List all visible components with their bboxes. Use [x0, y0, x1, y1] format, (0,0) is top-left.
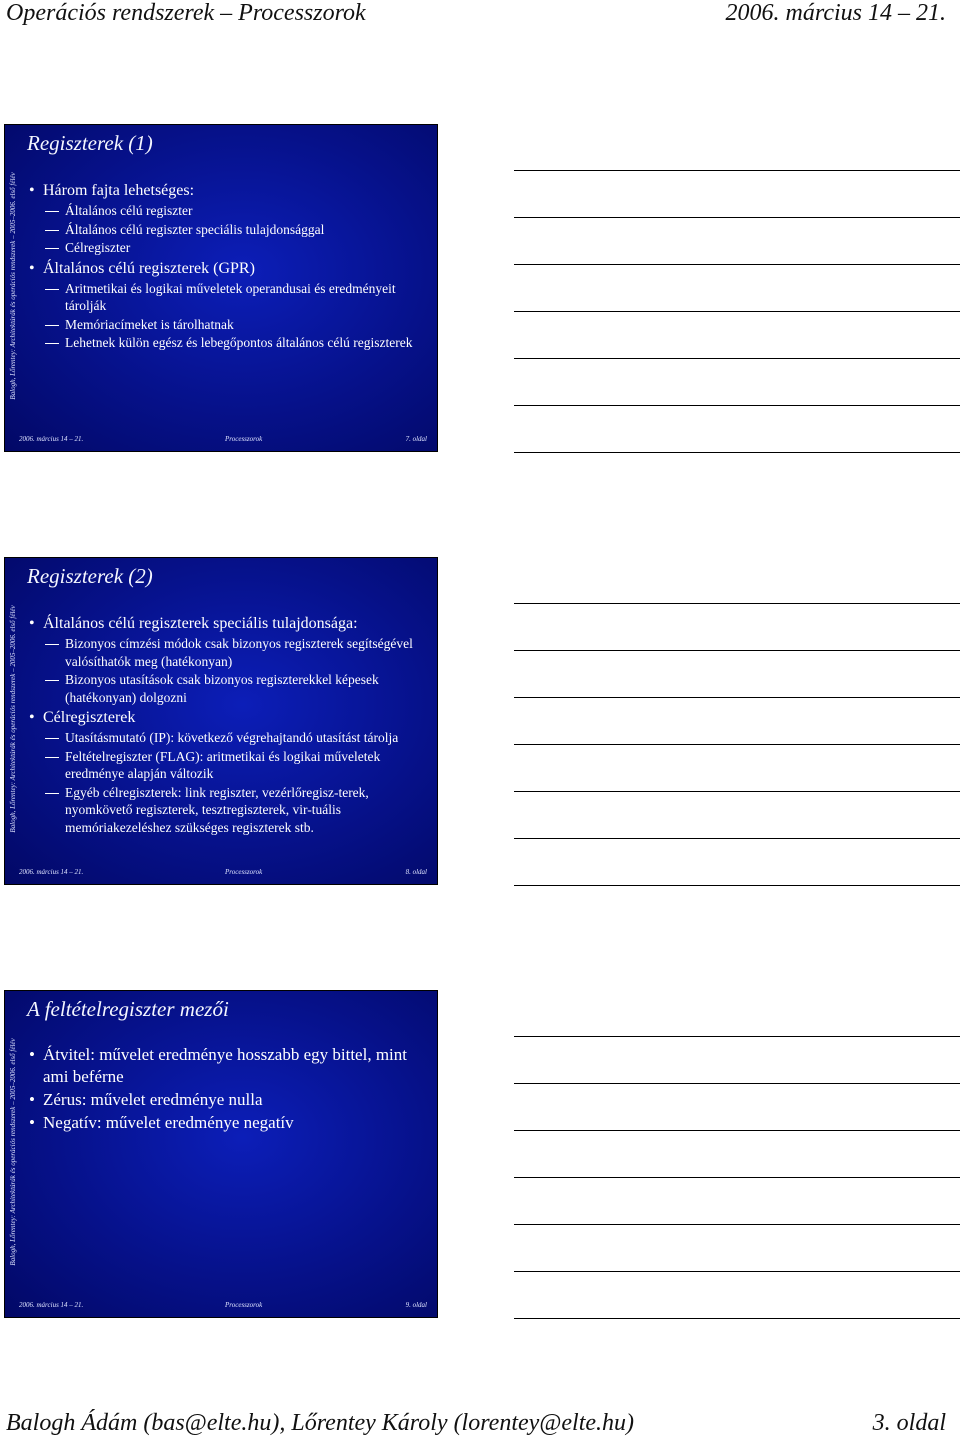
slide-content: [27, 179, 423, 352]
note-line: [514, 1318, 960, 1319]
slide-footer-title: Processzorok: [225, 435, 263, 443]
note-line: [514, 405, 960, 406]
notes-lines: [514, 603, 960, 932]
note-line: [514, 1130, 960, 1131]
slide-footer-date: 2006. március 14 – 21.: [19, 435, 84, 443]
notes-lines: [514, 1036, 960, 1365]
note-line: [514, 1271, 960, 1272]
document-title: Operációs rendszerek – Processzorok: [6, 0, 366, 26]
page-header: [0, 0, 960, 36]
sub-bullet-item: Lehetnek külön egész és lebegőpontos általános célú regiszterek: [27, 334, 423, 352]
page-footer: [0, 1410, 960, 1446]
note-line: [514, 791, 960, 792]
note-line: [514, 311, 960, 312]
note-line: [514, 1036, 960, 1037]
note-line: [514, 217, 960, 218]
sub-bullet-item: Általános célú regiszter: [27, 202, 423, 220]
slide-footer-page: 9. oldal: [405, 1301, 427, 1309]
sub-bullet-item: Aritmetikai és logikai műveletek operandusai és eredményeit tárolják: [27, 280, 423, 315]
note-line: [514, 1224, 960, 1225]
note-line: [514, 264, 960, 265]
bullet-item: • Negatív: művelet eredménye negatív: [27, 1112, 423, 1134]
slide-content: [27, 612, 423, 836]
bullet-item: • Átvitel: művelet eredménye hosszabb egy bittel, mint ami beférne: [27, 1044, 423, 1088]
slide-footer-date: 2006. március 14 – 21.: [19, 1301, 84, 1309]
note-line: [514, 838, 960, 839]
slide-footer-page: 7. oldal: [405, 435, 427, 443]
note-line: [514, 1083, 960, 1084]
sub-bullet-item: Egyéb célregiszterek: link regiszter, vezérlőregisz-terek, nyomkövető regiszterek, tesztregiszterek, vir-tuális memóriakezeléshez szükséges regiszterek stb.: [27, 784, 423, 837]
bullet-item: • Célregiszterek: [27, 708, 423, 728]
note-line: [514, 452, 960, 453]
bullet-item: • Általános célú regiszterek speciális tulajdonsága:: [27, 614, 423, 634]
note-line: [514, 603, 960, 604]
slide-footer-page: 8. oldal: [405, 868, 427, 876]
slide-footer-date: 2006. március 14 – 21.: [19, 868, 84, 876]
slide-8: [4, 557, 438, 885]
note-line: [514, 885, 960, 886]
note-line: [514, 1177, 960, 1178]
bullet-item: • Zérus: művelet eredménye nulla: [27, 1089, 423, 1111]
authors: Balogh Ádám (bas@elte.hu), Lőrentey Károly (lorentey@elte.hu): [6, 1410, 635, 1436]
sub-bullet-item: Célregiszter: [27, 239, 423, 257]
sub-bullet-item: Bizonyos címzési módok csak bizonyos regiszterek segítségével valósíthatók meg (hatékonyan): [27, 635, 423, 670]
notes-lines: [514, 170, 960, 499]
bullet-item: • Három fajta lehetséges:: [27, 181, 423, 201]
slide-footer-title: Processzorok: [225, 1301, 263, 1309]
slide-side-credit: Balogh, Lőrentey: Architektúrák és operációs rendszerek – 2005–2006. első félév: [9, 605, 17, 833]
slide-footer-title: Processzorok: [225, 868, 263, 876]
note-line: [514, 170, 960, 171]
slide-footer: [15, 435, 431, 445]
slide-9: [4, 990, 438, 1318]
sub-bullet-item: Bizonyos utasítások csak bizonyos regiszterekkel képesek (hatékonyan) dolgozni: [27, 671, 423, 706]
slide-title: Regiszterek (2): [27, 564, 153, 588]
slide-title: A feltételregiszter mezői: [27, 997, 229, 1021]
document-date: 2006. március 14 – 21.: [725, 0, 946, 26]
slide-content: [27, 1043, 423, 1134]
sub-bullet-item: Általános célú regiszter speciális tulajdonsággal: [27, 221, 423, 239]
slide-side-credit: Balogh, Lőrentey: Architektúrák és operációs rendszerek – 2005–2006. első félév: [9, 1038, 17, 1266]
sub-bullet-item: Utasításmutató (IP): következő végrehajtandó utasítást tárolja: [27, 729, 423, 747]
note-line: [514, 650, 960, 651]
slide-7: [4, 124, 438, 452]
sub-bullet-item: Feltételregiszter (FLAG): aritmetikai és logikai műveletek eredménye alapján változik: [27, 748, 423, 783]
note-line: [514, 697, 960, 698]
note-line: [514, 358, 960, 359]
slide-side-credit: Balogh, Lőrentey: Architektúrák és operációs rendszerek – 2005–2006. első félév: [9, 172, 17, 400]
note-line: [514, 744, 960, 745]
sub-bullet-item: Memóriacímeket is tárolhatnak: [27, 316, 423, 334]
bullet-item: • Általános célú regiszterek (GPR): [27, 259, 423, 279]
slide-footer: [15, 868, 431, 878]
page-number: 3. oldal: [872, 1410, 946, 1436]
slide-title: Regiszterek (1): [27, 131, 153, 155]
slide-footer: [15, 1301, 431, 1311]
